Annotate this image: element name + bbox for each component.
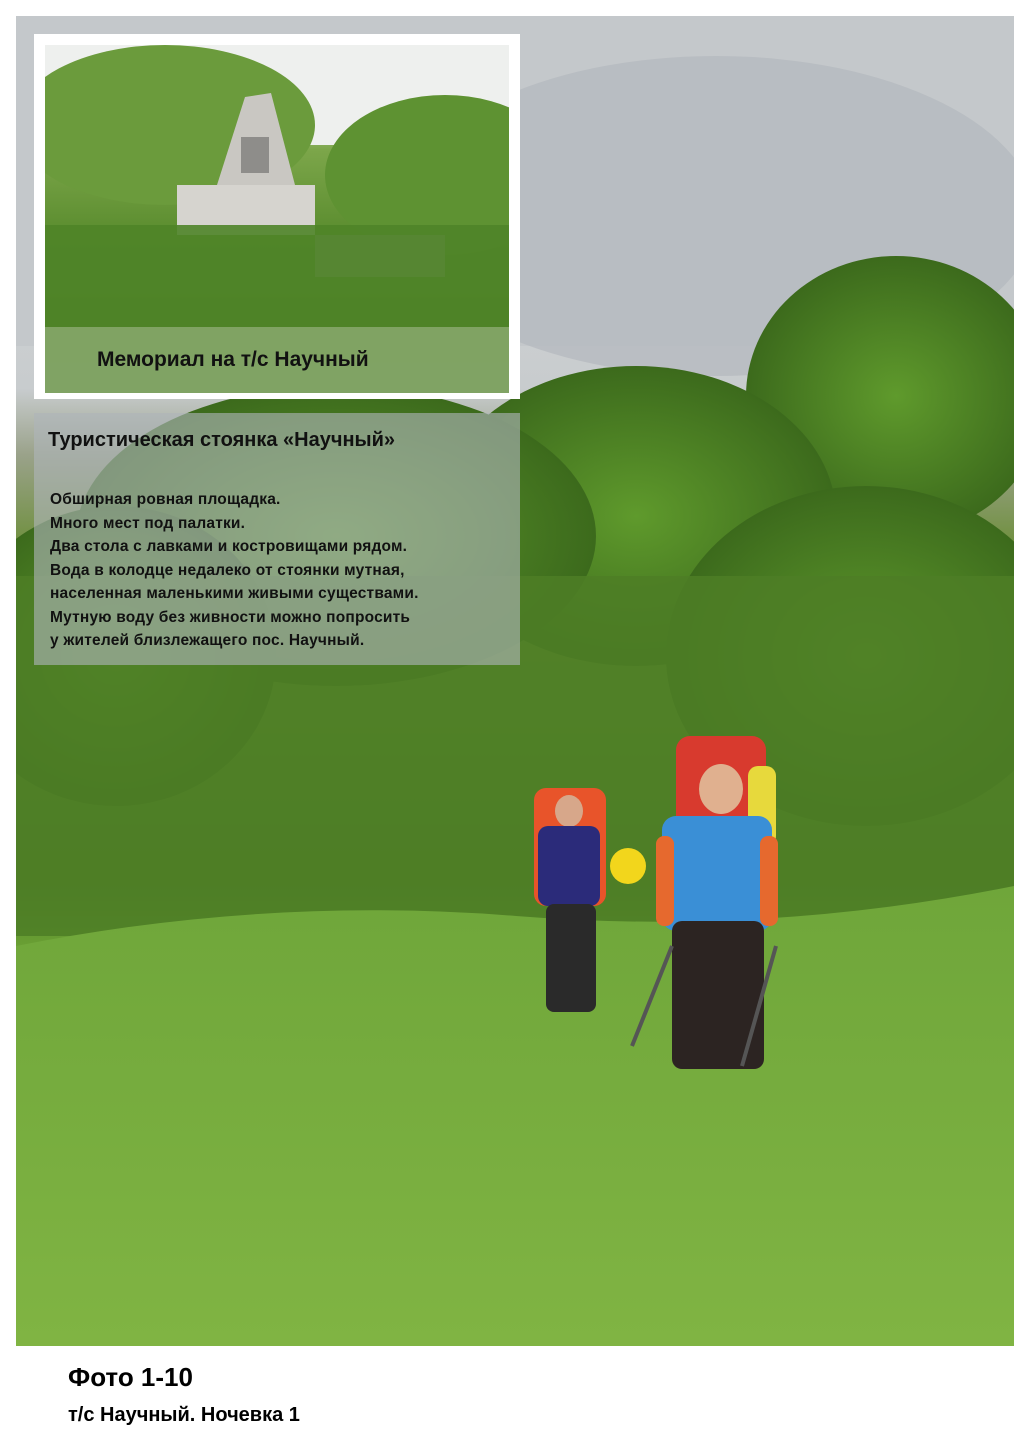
- memorial-photo: [45, 45, 509, 393]
- photo-number: Фото 1-10: [68, 1362, 193, 1392]
- inset-caption: Мемориал на т/с Научный: [97, 348, 369, 371]
- info-line: Мутную воду без живности можно попросить: [50, 608, 411, 626]
- info-lines: [50, 488, 419, 653]
- info-line: населенная маленькими живыми существами.: [50, 585, 419, 602]
- info-line: Обширная ровная площадка.: [50, 491, 281, 508]
- photo-caption: т/с Научный. Ночевка 1: [68, 1404, 300, 1426]
- grass-field: [16, 886, 1014, 1346]
- info-line: Много мест под палатки.: [50, 514, 246, 532]
- info-line: у жителей близлежащего пос. Научный.: [50, 632, 365, 649]
- info-line: Вода в колодце недалеко от стоянки мутная,: [50, 561, 405, 579]
- memorial-inset-frame: [34, 34, 520, 399]
- info-line: Два стола с лавками и костровищами рядом.: [50, 538, 408, 555]
- info-box: [34, 413, 520, 665]
- info-title: Туристическая стоянка «Научный»: [48, 429, 396, 451]
